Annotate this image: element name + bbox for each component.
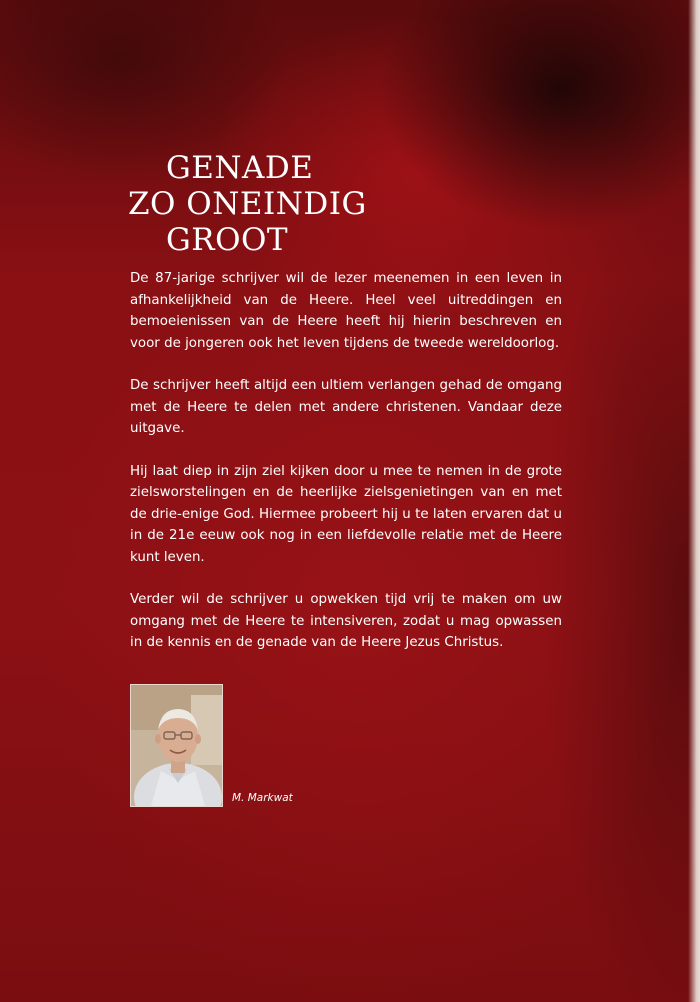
blurb-text [130, 268, 562, 675]
book-title [128, 150, 448, 258]
title-line-1: GENADE [166, 150, 314, 186]
blurb-paragraph-1: De 87-jarige schrijver wil de lezer meenemen in een leven in afhankelijkheid van de Heere. Heel veel uitreddingen en bemoeienissen van de Heere heeft hij hierin beschreven en voor de jongeren ook het leven tijdens de tweede wereldoorlog. [130, 271, 562, 351]
author-name: M. Markwat [232, 792, 293, 804]
author-portrait-illustration [131, 685, 222, 806]
title-line-3: GROOT [166, 222, 289, 258]
blurb-paragraph-2: De schrijver heeft altijd een ultiem verlangen gehad de omgang met de Heere te delen met andere christenen. Vandaar deze uitgave. [130, 378, 562, 436]
blurb-paragraph-4: Verder wil de schrijver u opwekken tijd vrij te maken om uw omgang met de Heere te intensiveren, zodat u mag opwassen in de kennis en de genade van de Heere Jezus Christus. [130, 592, 562, 650]
blurb-paragraph-3: Hij laat diep in zijn ziel kijken door u mee te nemen in de grote zielsworstelingen en de heerlijke zielsgenietingen van en met de drie-enige God. Hiermee probeert hij u te laten ervaren dat u in de 21e eeuw ook nog in een liefdevolle relatie met de Heere kunt leven. [130, 463, 562, 565]
author-photo [130, 684, 223, 807]
title-line-2: ZO ONEINDIG [128, 186, 367, 222]
page-edge [688, 0, 700, 1002]
